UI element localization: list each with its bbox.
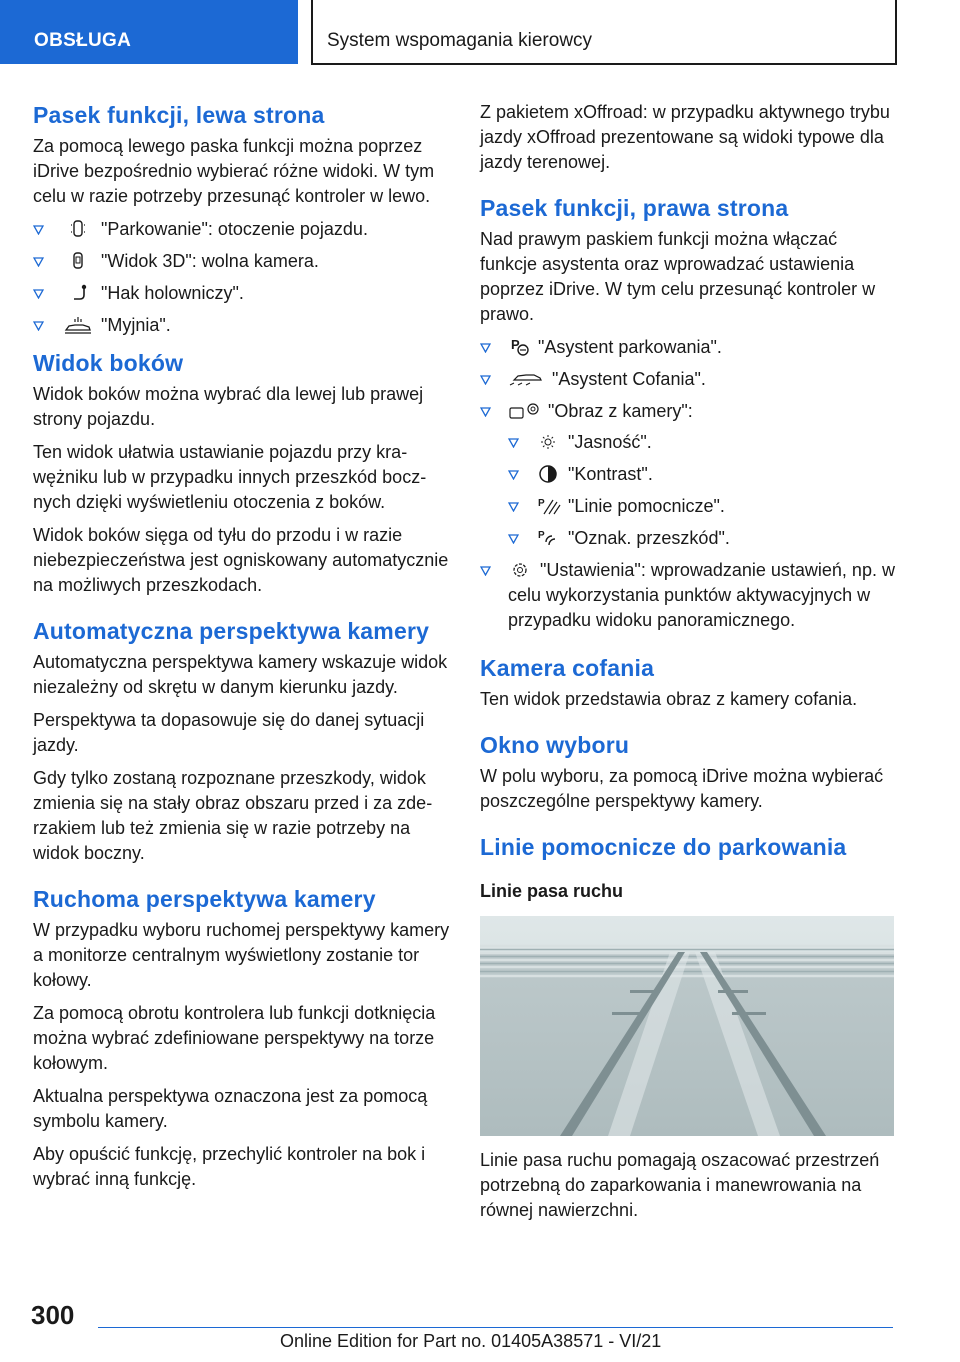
obstacle-marking-icon <box>536 528 562 548</box>
heading-parking-guides: Linie pomocnicze do parkowania <box>480 834 847 860</box>
bullet-triangle-icon <box>480 375 491 385</box>
list-item-park-assist: P "Asystent parkowania". <box>480 335 898 360</box>
reverse-assistant-icon <box>508 369 546 389</box>
svg-text:P: P <box>538 530 545 541</box>
paragraph-side-3: Widok boków sięga od tyłu do przodu i w razie niebezpieczeństwa jest ogniskowany automatycznie na możliwych przeszkodach. <box>33 525 449 595</box>
tow-hook-icon <box>61 283 95 303</box>
page-number: 300 <box>31 1300 75 1330</box>
gear-icon <box>508 560 534 580</box>
paragraph-side-1: Widok boków można wybrać dla lewej lub prawej strony pojazdu. <box>33 384 424 429</box>
heading-side-view: Widok boków <box>33 350 184 376</box>
heading-right-bar: Pasek funkcji, prawa strona <box>480 195 789 221</box>
heading-rear-camera: Kamera cofania <box>480 655 655 681</box>
sub-item-contrast: "Kontrast". <box>508 462 898 487</box>
heading-selection-window: Okno wyboru <box>480 732 630 758</box>
bullet-triangle-icon <box>508 470 519 480</box>
bullet-triangle-icon <box>480 343 491 353</box>
camera-settings-icon <box>508 401 542 421</box>
right-column <box>480 100 898 1231</box>
footer-divider <box>98 1327 893 1328</box>
parking-assistant-icon <box>508 337 532 357</box>
brightness-icon <box>536 432 562 452</box>
paragraph-moving-4: Aby opuścić funkcję, przechylić kontroler na bok i wybrać inną funkcję. <box>33 1144 426 1189</box>
list-item-car-wash: "Myjnia". <box>33 313 451 338</box>
heading-left-bar: Pasek funkcji, lewa strona <box>33 102 325 128</box>
paragraph-rear-camera: Ten widok przedstawia obraz z kamery cofania. <box>480 689 858 709</box>
footer-edition: Online Edition for Part no. 01405A38571 - VI/21 <box>280 1331 662 1351</box>
right-bar-list <box>480 335 898 633</box>
contrast-icon <box>536 464 562 484</box>
3d-view-icon <box>61 251 95 271</box>
paragraph-auto-2: Perspektywa ta dopasowuje się do danej sytuacji jazdy. <box>33 710 425 755</box>
list-item-tow-hook: "Hak holowniczy". <box>33 281 451 306</box>
bullet-triangle-icon <box>33 225 44 235</box>
paragraph-side-2: Ten widok ułatwia ustawianie pojazdu przy krawężniku lub w przypadku innych przeszkód bocznych dzięki wyświetleniu otoczenia z boków. <box>33 442 427 512</box>
list-item-settings: "Ustawienia": wprowadzanie ustawień, np. w celu wykorzystania punktów aktywacyjnych w przypadku widoku panoramicznego. <box>480 558 898 633</box>
section-title: OBSŁUGA <box>34 30 132 51</box>
paragraph-selection-window: W polu wyboru, za pomocą iDrive można wybierać poszczególne perspektywy kamery. <box>480 766 884 811</box>
bullet-triangle-icon <box>33 321 44 331</box>
paragraph-right-bar: Nad prawym paskiem funkcji można włączać funkcje asystenta oraz wprowadzać ustawienia poprzez iDrive. W tym celu przesunąć kontroler w prawo. <box>480 229 876 324</box>
bullet-triangle-icon <box>33 289 44 299</box>
chapter-tab <box>311 0 897 65</box>
bullet-triangle-icon <box>33 257 44 267</box>
bullet-triangle-icon <box>480 407 491 417</box>
guide-lines-icon <box>536 496 562 516</box>
paragraph-left-bar: Za pomocą lewego paska funkcji można poprzez iDrive bezpośrednio wybierać różne widoki. W tym celu w razie potrzeby przesunąć kontroler w lewo. <box>33 136 435 206</box>
heading-auto-perspective: Automatyczna perspektywa kamery <box>33 618 430 644</box>
bullet-triangle-icon <box>508 502 519 512</box>
car-wash-icon <box>61 315 95 335</box>
list-item-camera-image: "Obraz z kamery": "Jasność". "Kontrast". P "Linie pomocnicze". P "Oznak. przeszkód". <box>480 399 898 551</box>
left-column <box>33 100 451 1200</box>
bullet-triangle-icon <box>508 438 519 448</box>
left-bar-list <box>33 217 451 338</box>
section-tab <box>0 0 298 64</box>
list-item-parking: "Parkowanie": otoczenie pojazdu. <box>33 217 451 242</box>
heading-moving-perspective: Ruchoma perspektywa kamery <box>33 886 376 912</box>
bullet-triangle-icon <box>480 566 491 576</box>
list-item-reverse-assist: "Asystent Cofania". <box>480 367 898 392</box>
paragraph-lane-lines: Linie pasa ruchu pomagają oszacować przestrzeń potrzebną do zaparkowania i manewrowania na równej nawierzchni. <box>480 1150 880 1220</box>
parking-car-icon <box>61 219 95 239</box>
paragraph-moving-1: W przypadku wyboru ruchomej perspektywy kamery a monitorze centralnym wyświetlony zostanie tor kołowy. <box>33 920 450 990</box>
chapter-title: System wspomagania kierowcy <box>327 30 593 51</box>
svg-text:P: P <box>511 337 520 352</box>
lane-lines-illustration <box>480 916 894 1136</box>
camera-image-sublist <box>508 430 898 551</box>
sub-item-obstacle-marking: P "Oznak. przeszkód". <box>508 526 898 551</box>
bullet-triangle-icon <box>508 534 519 544</box>
sub-item-guide-lines: P "Linie pomocnicze". <box>508 494 898 519</box>
svg-text:P: P <box>538 498 545 509</box>
paragraph-auto-3: Gdy tylko zostaną rozpoznane przeszkody, widok zmienia się na stały obraz obszaru przed i za zderzakiem lub też zmienia się w razie potrzeby na widok boczny. <box>33 768 433 863</box>
paragraph-moving-2: Za pomocą obrotu kontrolera lub funkcji dotknięcia można wybrać zdefiniowane perspektywy na torze kołowym. <box>33 1003 436 1073</box>
paragraph-xoffroad: Z pakietem xOffroad: w przypadku aktywnego trybu jazdy xOffroad prezentowane są widoki typowe dla jazdy terenowej. <box>480 102 890 172</box>
paragraph-auto-1: Automatyczna perspektywa kamery wskazuje widok niezależny od skrętu w danym kierunku jazdy. <box>33 652 448 697</box>
sub-item-brightness: "Jasność". <box>508 430 898 455</box>
paragraph-moving-3: Aktualna perspektywa oznaczona jest za pomocą symbolu kamery. <box>33 1086 428 1131</box>
heading-lane-lines: Linie pasa ruchu <box>480 881 624 901</box>
list-item-3d-view: "Widok 3D": wolna kamera. <box>33 249 451 274</box>
